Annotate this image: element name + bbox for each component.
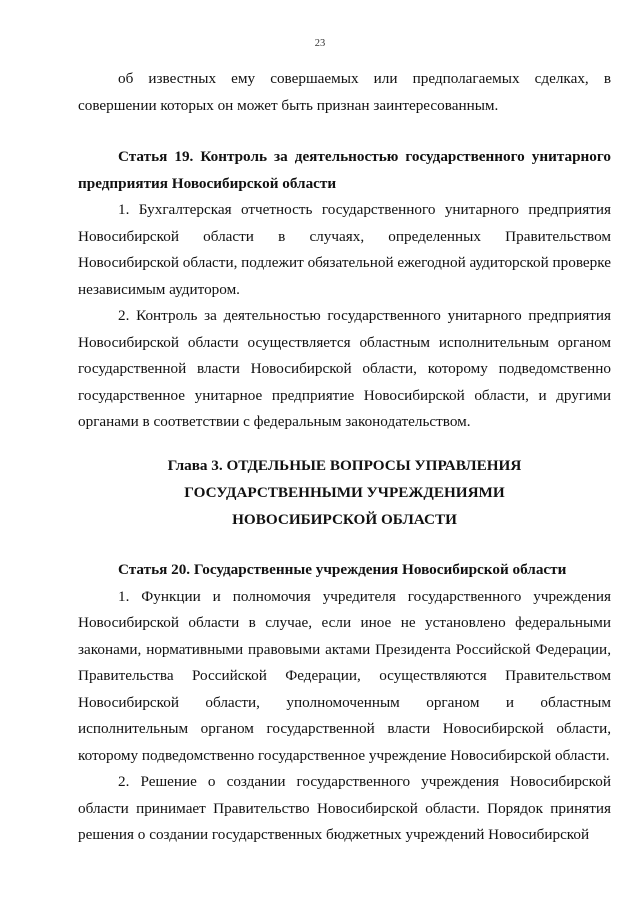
chapter-3-heading-line-1: Глава 3. ОТДЕЛЬНЫЕ ВОПРОСЫ УПРАВЛЕНИЯ — [167, 457, 522, 474]
continued-paragraph-block — [78, 66, 611, 119]
article-20-section — [78, 557, 611, 849]
chapter-3-heading-line-3: НОВОСИБИРСКОЙ ОБЛАСТИ — [232, 511, 457, 528]
page-number: 23 — [314, 38, 326, 49]
article-20-heading: Статья 20. Государственные учреждения Новосибирской области — [118, 561, 567, 578]
chapter-3-heading-line-2: ГОСУДАРСТВЕННЫМИ УЧРЕЖДЕНИЯМИ — [184, 484, 505, 501]
continued-paragraph: об известных ему совершаемых или предполагаемых сделках, в совершении которых он может быть признан заинтересованным. — [78, 70, 611, 114]
article-20-paragraph-1: 1. Функции и полномочия учредителя государственного учреждения Новосибирской области в случае, если иное не установлено федеральными законами, нормативными правовыми актами Президента Российской Федерации, Правительства Российской Федерации, осуществляются Правительством Новосибирской области, уполномоченным органом и областным исполнительным органом государственной власти Новосибирской области, которому подведомственно государственное учреждение Новосибирской области. — [78, 587, 611, 764]
article-19-paragraph-1: 1. Бухгалтерская отчетность государственного унитарного предприятия Новосибирской области в случаях, определенных Правительством Новосибирской области, подлежит обязательной ежегодной аудиторской проверке независимым аудитором. — [78, 201, 611, 298]
article-19-paragraph-2: 2. Контроль за деятельностью государственного унитарного предприятия Новосибирской области осуществляется областным исполнительным органом государственной власти Новосибирской области, которому подведомственно государственное унитарное предприятие Новосибирской области, и другими органами в соответствии с федеральным законодательством. — [78, 307, 611, 430]
article-19-section — [78, 144, 611, 436]
article-19-heading: Статья 19. Контроль за деятельностью государственного унитарного предприятия Новосибирской области — [78, 148, 611, 192]
article-20-paragraph-2: 2. Решение о создании государственного учреждения Новосибирской области принимает Правительство Новосибирской области. Порядок принятия решения о создании государственных бюджетных учреждений Новосибирской — [78, 773, 611, 843]
